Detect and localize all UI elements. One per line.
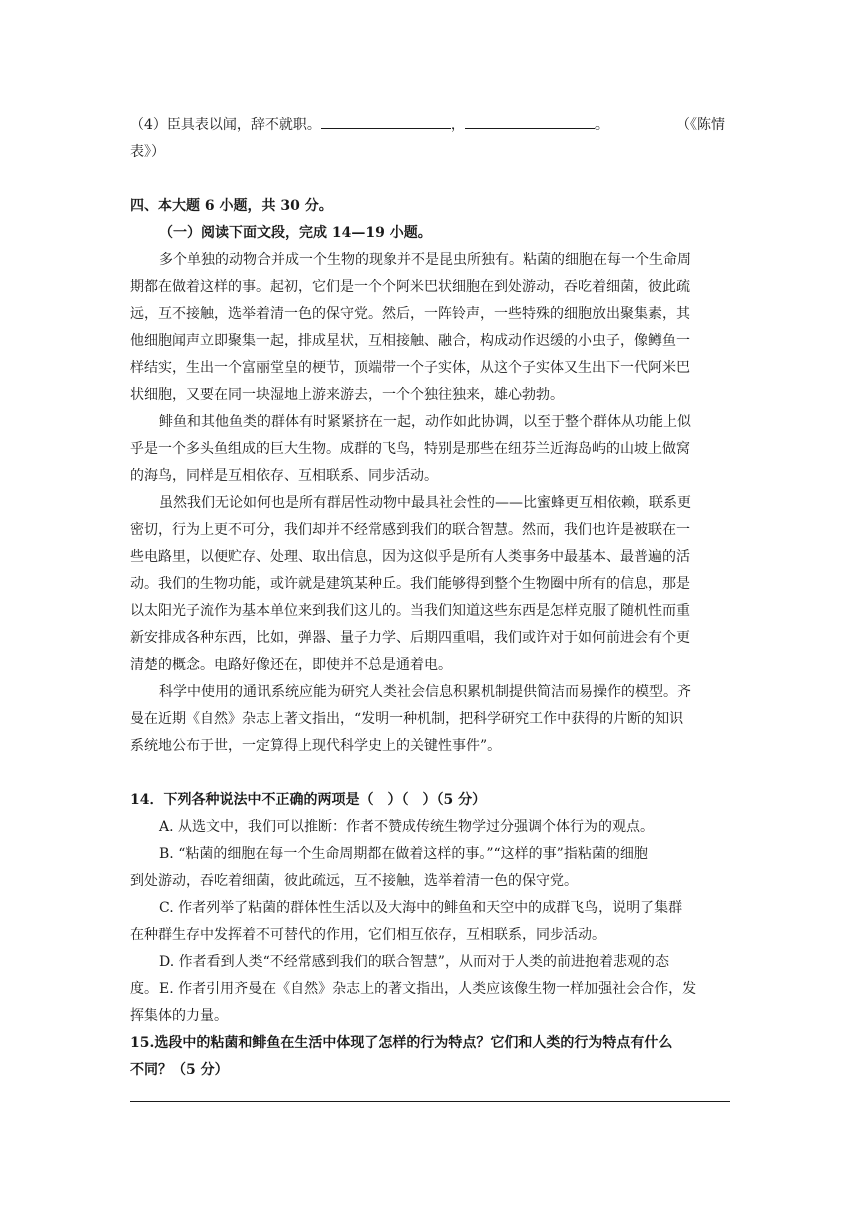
passage-line: 以太阳光子流作为基本单位来到我们这儿的。当我们知道这些东西是怎样克服了随机性而重 <box>130 603 690 619</box>
passage-line: 状细胞，又要在同一块湿地上游来游去，一个个独往独来，雄心勃勃。 <box>130 387 564 403</box>
passage-line: 期都在做着这样的事。起初，它们是一个个阿米巴状细胞在到处游动，吞吃着细菌，彼此疏 <box>130 279 690 295</box>
option-e-cont: 挥集体的力量。 <box>130 1008 228 1024</box>
option-d: D. 作者看到人类“不经常感到我们的联合智慧”，从而对于人类的前进抱着悲观的态 <box>159 954 669 970</box>
question-14-stem: 14．下列各种说法中不正确的两项是（ ）（ ）（5 分） <box>130 792 487 808</box>
option-c: C. 作者列举了粘菌的群体性生活以及大海中的鲱鱼和天空中的成群飞鸟，说明了集群 <box>159 900 683 916</box>
passage-line: 曼在近期《自然》杂志上著文指出，“发明一种机制，把科学研究工作中获得的片断的知识 <box>130 711 684 727</box>
passage-line: 清楚的概念。电路好像还在，即使并不总是通着电。 <box>130 657 452 673</box>
option-e: E. 作者引用齐曼在《自然》杂志上的著文指出，人类应该像生物一样加强社会合作，发 <box>159 981 697 997</box>
passage-line: 密切，行为上更不可分，我们却并不经常感到我们的联合智慧。然而，我们也许是被联在一 <box>130 522 690 538</box>
passage-line: 新安排成各种东西，比如，弹器、量子力学、后期四重唱，我们或许对于如何前进会有个更 <box>130 630 690 646</box>
passage-line: 多个单独的动物合并成一个生物的现象并不是昆虫所独有。粘菌的细胞在每一个生命周 <box>159 252 691 268</box>
answer-line[interactable] <box>130 1101 730 1102</box>
option-d-cont: 度。 <box>130 981 158 997</box>
question-15-stem-2: 不同？（5 分） <box>130 1062 229 1078</box>
recitation-source-2: 表》） <box>130 144 165 160</box>
answer-blank-2[interactable] <box>465 113 595 129</box>
passage-line: 样结实，生出一个富丽堂皇的梗节，顶端带一个子实体，从这个子实体又生出下一代阿米巴 <box>130 360 690 376</box>
option-b-cont: 到处游动，吞吃着细菌，彼此疏远，互不接触，选举着清一色的保守党。 <box>130 873 578 889</box>
answer-blank-1[interactable] <box>321 113 451 129</box>
question-15-stem-1: 15.选段中的粘菌和鲱鱼在生活中体现了怎样的行为特点？它们和人类的行为特点有什么 <box>130 1035 673 1051</box>
recitation-period: 。 <box>594 117 609 133</box>
passage-line: 动。我们的生物功能，或许就是建筑某种丘。我们能够得到整个生物圈中所有的信息，那是 <box>130 576 690 592</box>
recitation-prefix: （4）臣具表以闻，辞不就职。 <box>130 117 321 133</box>
option-b: B. “粘菌的细胞在每一个生命周期都在做着这样的事。”“这样的事”指粘菌的细胞 <box>159 846 648 862</box>
option-c-cont: 在种群生存中发挥着不可替代的作用，它们相互依存，互相联系，同步活动。 <box>130 927 606 943</box>
passage-line: 他细胞闻声立即聚集一起，排成星状，互相接触、融合，构成动作迟缓的小虫子，像鳟鱼一 <box>130 333 690 349</box>
recitation-comma: ， <box>450 117 465 133</box>
passage-line: 的海鸟，同样是互相依存、互相联系、同步活动。 <box>130 468 438 484</box>
passage-line: 虽然我们无论如何也是所有群居性动物中最具社会性的——比蜜蜂更互相依赖，联系更 <box>159 495 691 511</box>
passage-line: 些电路里，以便贮存、处理、取出信息，因为这似乎是所有人类事务中最基本、最普遍的活 <box>130 549 690 565</box>
passage-line: 乎是一个多头鱼组成的巨大生物。成群的飞鸟，特别是那些在纽芬兰近海岛屿的山坡上做窝 <box>130 441 690 457</box>
section-title: 四、本大题 6 小题，共 30 分。 <box>130 198 333 214</box>
passage-line: 远，互不接触，选举着清一色的保守党。然后，一阵铃声，一些特殊的细胞放出聚集素，其 <box>130 306 690 322</box>
option-a: A. 从选文中，我们可以推断：作者不赞成传统生物学过分强调个体行为的观点。 <box>159 819 655 835</box>
recitation-source-1: （《陈情 <box>676 117 725 133</box>
recitation-item-4 <box>130 112 730 139</box>
passage-line: 鲱鱼和其他鱼类的群体有时紧紧挤在一起，动作如此协调，以至于整个群体从功能上似 <box>159 414 691 430</box>
passage-line: 系统地公布于世，一定算得上现代科学史上的关键性事件”。 <box>130 738 502 754</box>
section-subtitle: （一）阅读下面文段，完成 14—19 小题。 <box>159 225 432 241</box>
passage-line: 科学中使用的通讯系统应能为研究人类社会信息积累机制提供简洁而易操作的模型。齐 <box>159 684 691 700</box>
